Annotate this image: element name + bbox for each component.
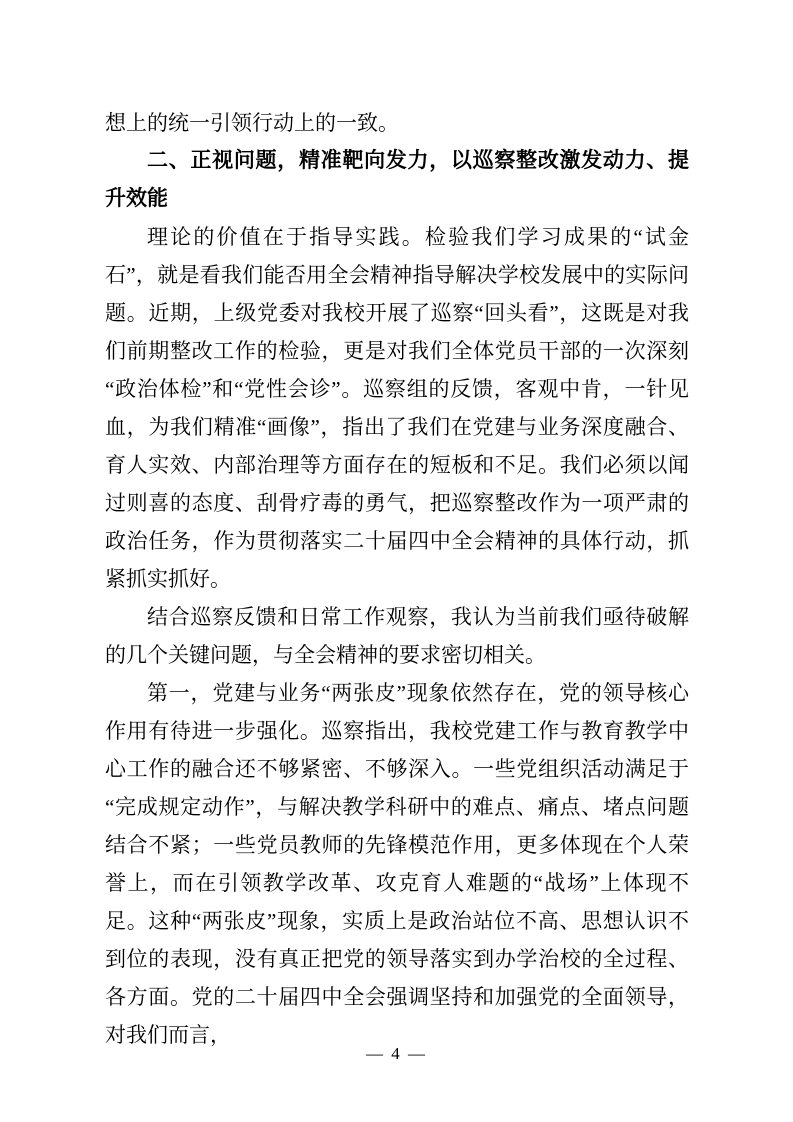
- paragraph-body-2: 结合巡察反馈和日常工作观察，我认为当前我们亟待破解的几个关键问题，与全会精神的要求密切相关。: [105, 605, 689, 667]
- paragraph-continuation: 想上的统一引领行动上的一致。: [105, 111, 399, 135]
- paragraph-body-3: 第一，党建与业务“两张皮”现象依然存在，党的领导核心作用有待进一步强化。巡察指出，我校党建工作与教育教学中心工作的融合还不够紧密、不够深入。一些党组织活动满足于“完成规定动作”，与解决教学科研中的难点、痛点、堵点问题结合不紧；一些党员教师的先锋模范作用，更多体现在个人荣誉上，而在引领教学改革、攻克育人难题的“战场”上体现不足。这种“两张皮”现象，实质上是政治站位不高、思想认识不到位的表现，没有真正把党的领导落实到办学治校的全过程、各方面。党的二十届四中全会强调坚持和加强党的全面领导，对我们而言，: [105, 681, 689, 1047]
- section-heading: 二、正视问题，精准靶向发力，以巡察整改激发动力、提升效能: [105, 149, 689, 210]
- page-content: [105, 104, 689, 1054]
- paragraph-body-1: 理论的价值在于指导实践。检验我们学习成果的“试金石”，就是看我们能否用全会精神指导解决学校发展中的实际问题。近期，上级党委对我校开展了巡察“回头看”，这既是对我们前期整改工作的检验，更是对我们全体党员干部的一次深刻“政治体检”和“党性会诊”。巡察组的反馈，客观中肯，一针见血，为我们精准“画像”，指出了我们在党建与业务深度融合、育人实效、内部治理等方面存在的短板和不足。我们必须以闻过则喜的态度、刮骨疗毒的勇气，把巡察整改作为一项严肃的政治任务，作为贯彻落实二十届四中全会精神的具体行动，抓紧抓实抓好。: [105, 225, 689, 591]
- page-number: — 4 —: [366, 1044, 427, 1063]
